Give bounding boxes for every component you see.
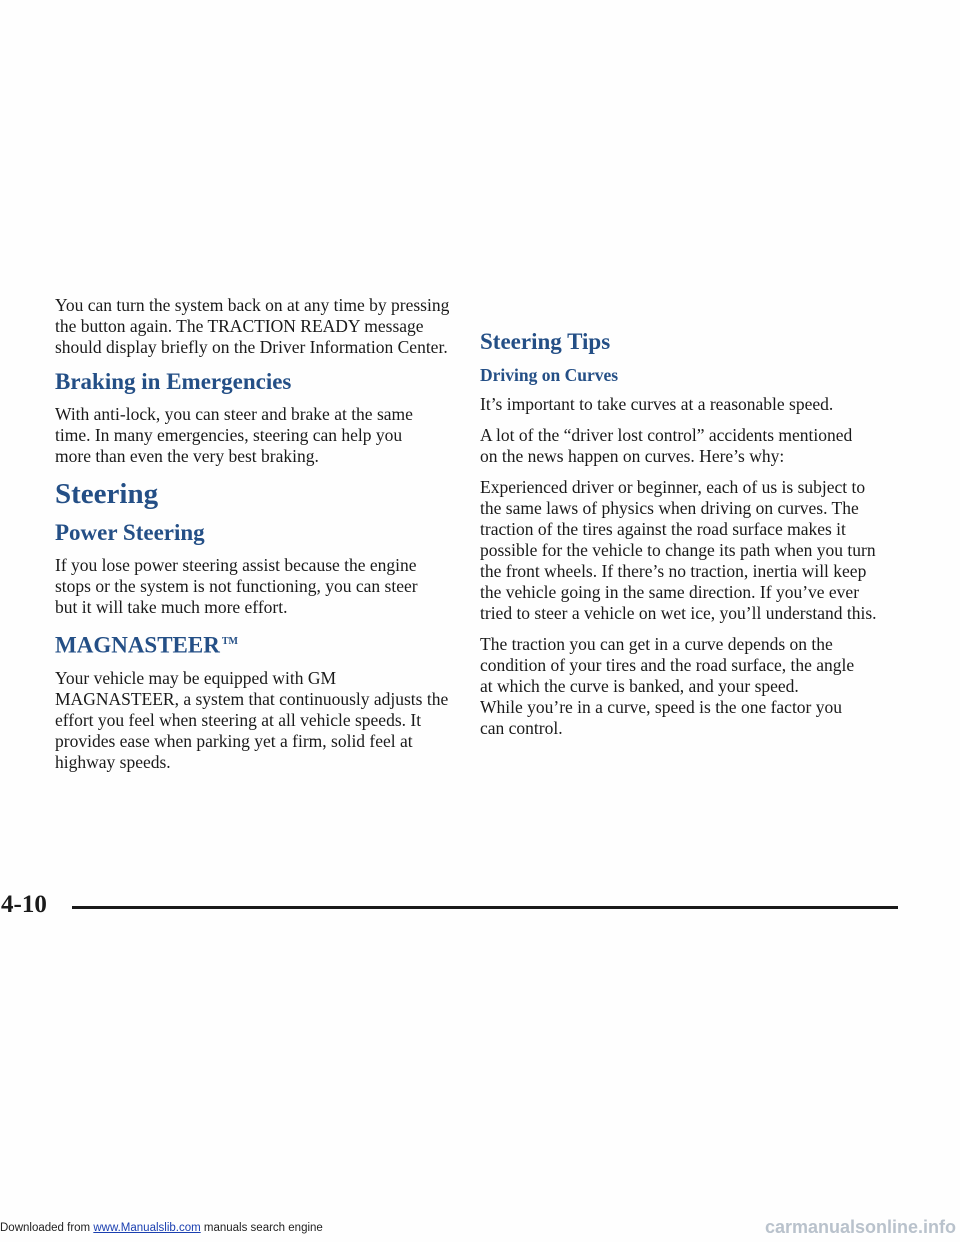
intro-paragraph: You can turn the system back on at any time by pressing the button again. The TRACTION READY message should display briefly on the Driver Information Center. bbox=[55, 295, 450, 357]
braking-heading: Braking in Emergencies bbox=[55, 369, 292, 394]
left-column bbox=[55, 295, 450, 783]
curves-paragraph-2: A lot of the “driver lost control” accidents mentioned on the news happen on curves. Here’s why: bbox=[480, 425, 853, 466]
right-column bbox=[480, 322, 905, 749]
magnasteer-paragraph: Your vehicle may be equipped with GM MAGNASTEER, a system that continuously adjusts the effort you feel when steering at all vehicle speeds. It provides ease when parking yet a firm, solid feel at highway speeds. bbox=[55, 667, 449, 772]
watermark-logo: carmanualsonline.info bbox=[764, 1217, 956, 1237]
driving-curves-heading: Driving on Curves bbox=[480, 365, 619, 385]
steering-heading: Steering bbox=[55, 478, 159, 510]
power-steering-paragraph: If you lose power steering assist because the engine stops or the system is not functioning, you can steer but it will take much more effort. bbox=[55, 555, 418, 617]
braking-paragraph: With anti-lock, you can steer and brake at the same time. In many emergencies, steering can help you more than even the very best braking. bbox=[55, 404, 413, 466]
steering-tips-heading: Steering Tips bbox=[480, 329, 611, 354]
curves-paragraph-1: It’s important to take curves at a reasonable speed. bbox=[480, 394, 834, 414]
curves-paragraph-4: The traction you can get in a curve depends on the condition of your tires and the road surface, the angle at which the curve is banked, and your speed. While you’re in a curve, speed is the one factor you can control. bbox=[480, 634, 855, 738]
footer-rule bbox=[72, 906, 898, 909]
curves-paragraph-3: Experienced driver or beginner, each of us is subject to the same laws of physics when driving on curves. The traction of the tires against the road surface makes it possible for the vehicle to change its path when you turn the front wheels. If there’s no traction, inertia will keep the vehicle going in the same direction. If you’ve ever tried to steer a vehicle on wet ice, you’ll understand this. bbox=[480, 477, 877, 623]
page-footer bbox=[0, 890, 960, 930]
power-steering-heading: Power Steering bbox=[55, 520, 205, 545]
page-number: 4-10 bbox=[1, 891, 47, 918]
trademark-mark: TM bbox=[221, 636, 238, 647]
magnasteer-heading bbox=[55, 628, 450, 660]
download-prefix: Downloaded from bbox=[0, 1222, 94, 1234]
manualslib-link[interactable]: www.Manualslib.com bbox=[93, 1222, 201, 1234]
magnasteer-heading-text: MAGNASTEER bbox=[55, 632, 220, 658]
download-attribution bbox=[0, 1222, 323, 1234]
download-suffix: manuals search engine bbox=[200, 1222, 323, 1234]
